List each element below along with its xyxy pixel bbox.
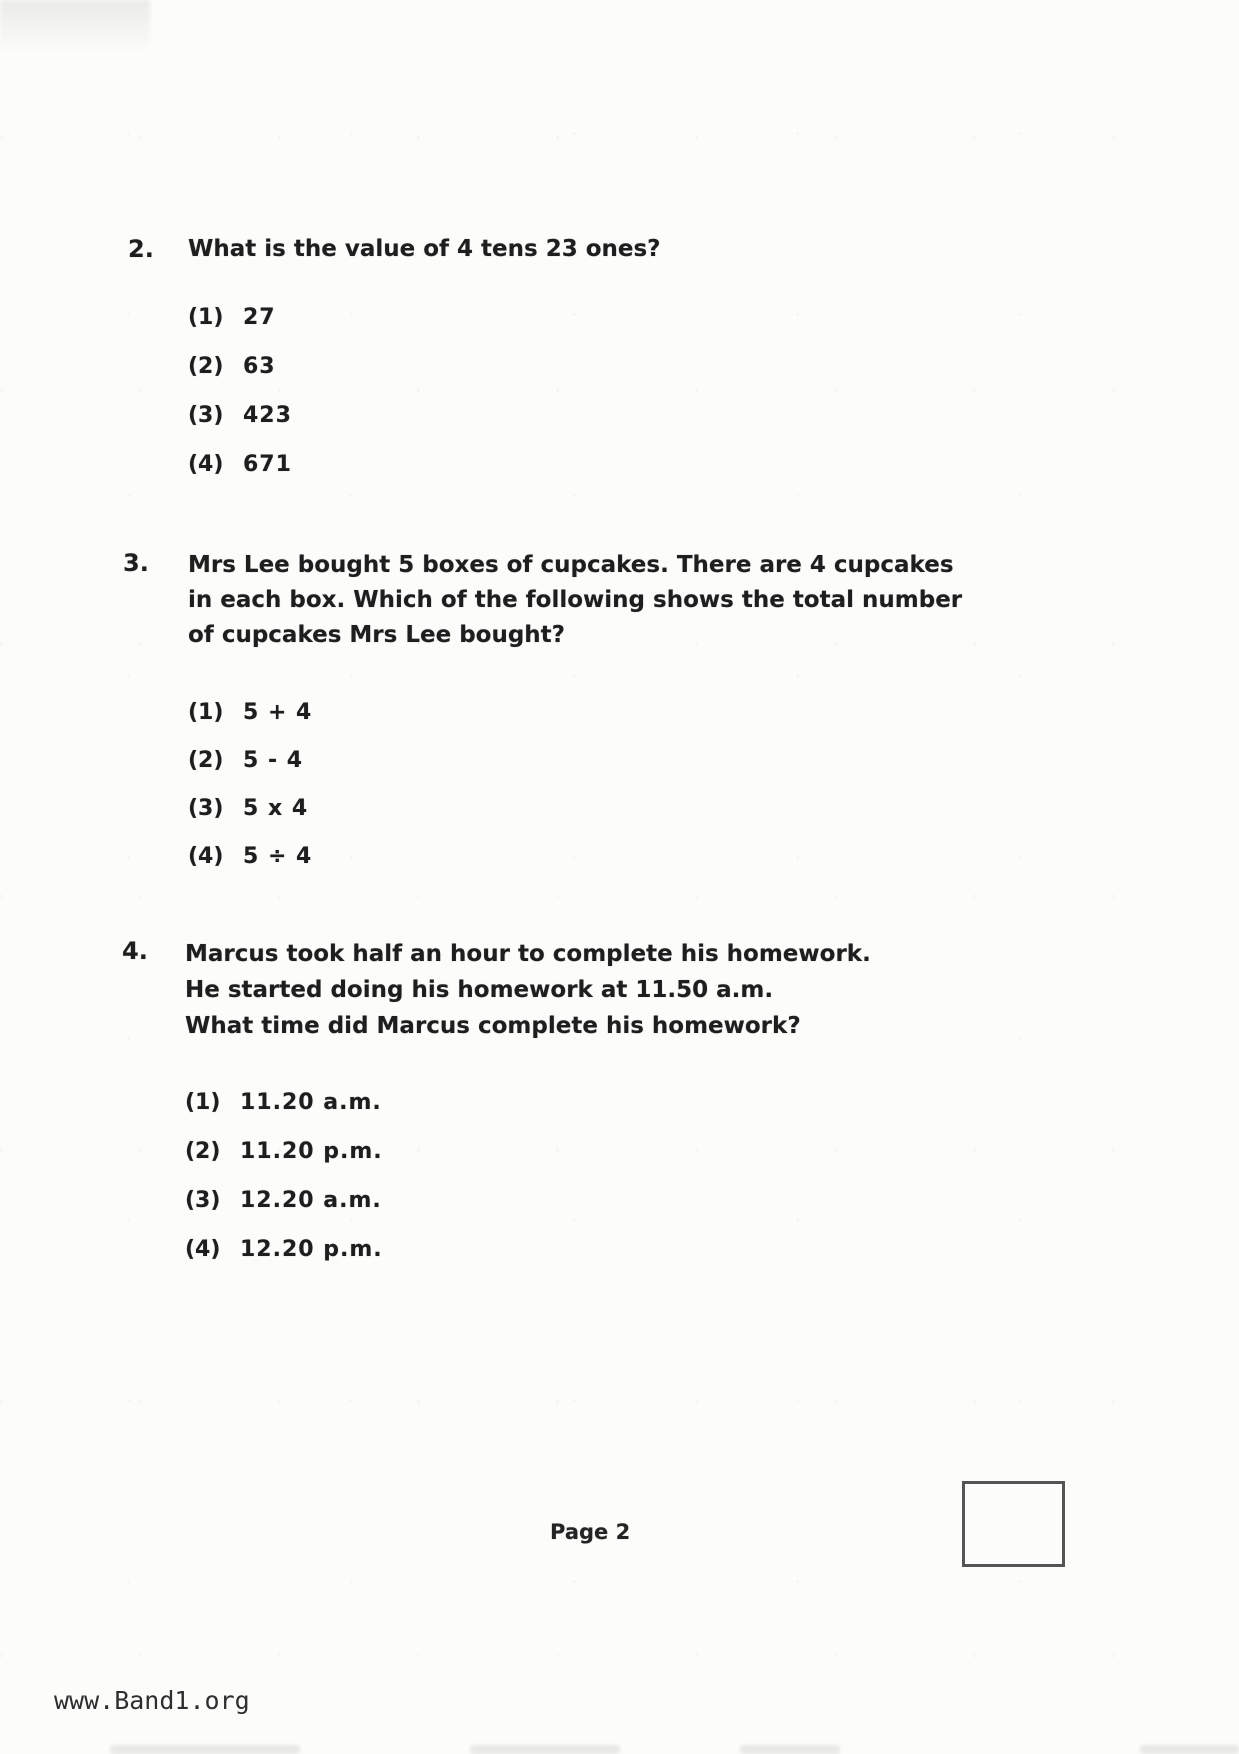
scan-smudge: [110, 1745, 300, 1754]
option-row: [185, 1188, 871, 1237]
question-number: 4.: [122, 937, 148, 965]
options-list: [188, 305, 661, 501]
option-label: (3): [188, 796, 224, 821]
option-label: (4): [185, 1237, 221, 1262]
option-value: 11.20 a.m.: [240, 1090, 382, 1115]
option-label: (2): [188, 354, 224, 379]
option-value: 12.20 p.m.: [240, 1237, 383, 1262]
option-row: [185, 1237, 871, 1286]
option-label: (4): [188, 844, 224, 869]
option-label: (1): [188, 700, 224, 725]
option-label: (1): [188, 305, 224, 330]
option-row: [188, 796, 962, 844]
option-row: [188, 844, 962, 892]
option-row: [188, 700, 962, 748]
score-box: [962, 1481, 1065, 1567]
option-label: (2): [185, 1139, 221, 1164]
option-value: 5 ÷ 4: [243, 844, 313, 869]
option-value: 423: [243, 403, 292, 428]
option-value: 12.20 a.m.: [240, 1188, 382, 1213]
question-text-line: What time did Marcus complete his homework?: [185, 1013, 801, 1039]
question-body: [185, 936, 871, 1286]
page-number-label: Page 2: [550, 1520, 631, 1544]
question-2: [128, 234, 661, 501]
option-label: (3): [185, 1188, 221, 1213]
question-text-line: in each box. Which of the following shows the total number: [188, 587, 963, 613]
question-text-line: Marcus took half an hour to complete his homework.: [185, 941, 871, 967]
question-number: 2.: [128, 235, 154, 263]
scan-smudge: [0, 0, 150, 70]
option-row: [188, 354, 661, 403]
question-body: [188, 548, 962, 892]
option-value: 5 + 4: [243, 700, 313, 725]
question-3: [123, 548, 962, 892]
option-label: (1): [185, 1090, 221, 1115]
option-row: [188, 452, 661, 501]
question-text-line: of cupcakes Mrs Lee bought?: [188, 622, 566, 648]
options-list: [185, 1090, 871, 1286]
watermark-url: www.Band1.org: [54, 1686, 250, 1715]
option-row: [188, 305, 661, 354]
option-label: (4): [188, 452, 224, 477]
option-label: (3): [188, 403, 224, 428]
question-4: [122, 936, 871, 1286]
option-row: [185, 1139, 871, 1188]
question-text-line: Mrs Lee bought 5 boxes of cupcakes. There are 4 cupcakes: [188, 552, 954, 578]
option-value: 63: [243, 354, 276, 379]
option-row: [185, 1090, 871, 1139]
option-value: 11.20 p.m.: [240, 1139, 383, 1164]
option-value: 5 - 4: [243, 748, 304, 773]
option-row: [188, 748, 962, 796]
question-body: [188, 234, 661, 501]
options-list: [188, 700, 962, 892]
question-number: 3.: [123, 549, 149, 577]
question-text-line: He started doing his homework at 11.50 a.m.: [185, 977, 774, 1003]
option-row: [188, 403, 661, 452]
option-value: 27: [243, 305, 276, 330]
scan-smudge: [1140, 1745, 1239, 1754]
scan-smudge: [740, 1745, 840, 1754]
option-value: 5 x 4: [243, 796, 309, 821]
option-label: (2): [188, 748, 224, 773]
option-value: 671: [243, 452, 292, 477]
question-text-line: What is the value of 4 tens 23 ones?: [188, 236, 661, 262]
scan-smudge: [470, 1745, 620, 1754]
